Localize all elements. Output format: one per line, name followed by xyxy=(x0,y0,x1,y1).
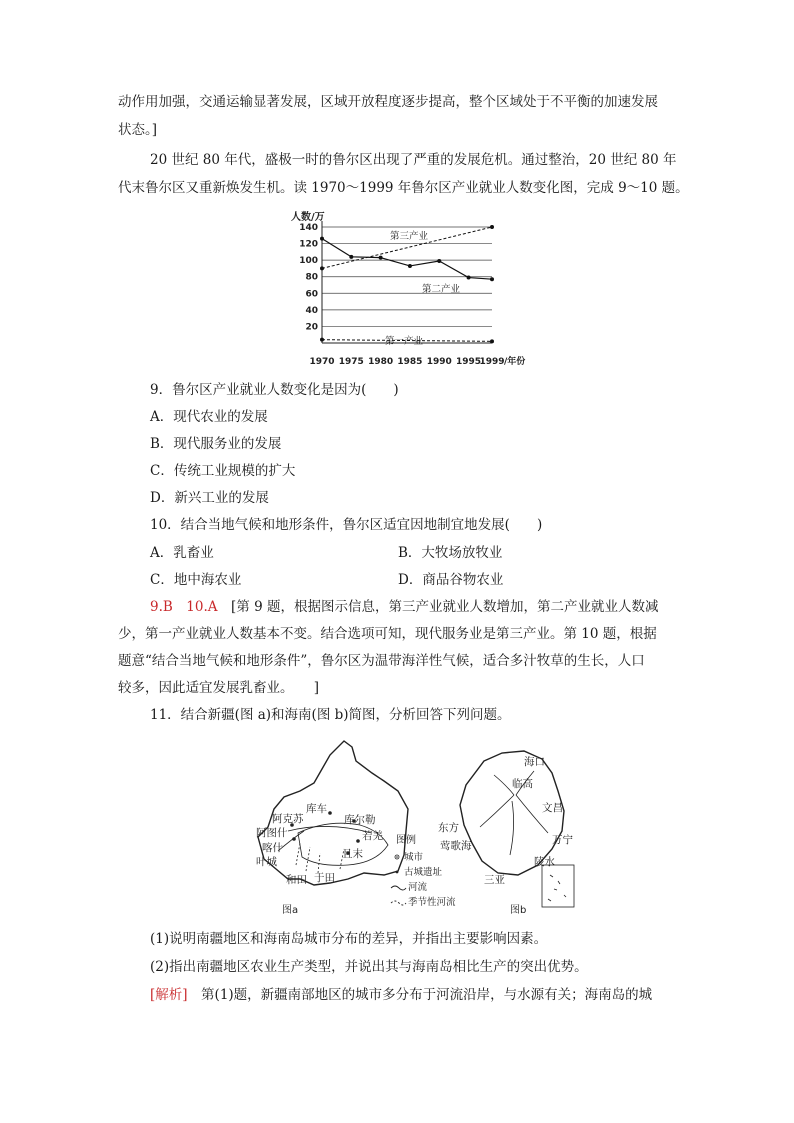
sub-question-2: (2)指出南疆地区农业生产类型，并说出其与海南岛相比生产的突出优势。 xyxy=(150,959,588,975)
employment-line-chart xyxy=(288,205,548,373)
city-label: 三亚 xyxy=(484,874,505,886)
data-point xyxy=(437,259,441,263)
option-9b: B．现代服务业的发展 xyxy=(150,436,282,452)
city-label: 临高 xyxy=(512,778,533,790)
data-point xyxy=(320,237,324,241)
x-tick-label: 1999 xyxy=(479,357,505,367)
answer-text: [第 9 题，根据图示信息，第三产业就业人数增加，第二产业就业人数减 xyxy=(217,599,659,615)
data-point xyxy=(490,225,494,229)
y-tick-label: 120 xyxy=(299,239,318,250)
x-tick-label: 1985 xyxy=(397,357,423,367)
y-tick-label: 80 xyxy=(305,272,318,283)
y-axis-label: 人数/万 xyxy=(291,212,325,223)
city-label: 莺歌海 xyxy=(440,840,472,852)
city-label: 和田 xyxy=(286,874,307,886)
legend-seasonal-river-symbol xyxy=(391,901,406,905)
question-10: 10．结合当地气候和地形条件，鲁尔区适宜因地制宜地发展( ) xyxy=(150,517,543,533)
city-label: 阿克苏 xyxy=(272,813,304,825)
figure-caption: 图b xyxy=(510,905,527,916)
series-label-tertiary: 第三产业 xyxy=(390,231,429,242)
city-label: 东方 xyxy=(438,822,459,834)
data-point xyxy=(490,339,494,343)
data-point xyxy=(320,266,324,270)
city-label: 喀什 xyxy=(262,842,283,854)
city-label: 且末 xyxy=(342,848,363,860)
paragraph-line: 代末鲁尔区又重新焕发生机。读 1970～1999 年鲁尔区产业就业人数变化图，完成 9～10 题。 xyxy=(118,180,689,196)
city-label: 万宁 xyxy=(552,834,573,846)
answer-line: 题意“结合当地气候和地形条件”，鲁尔区为温带海洋性气候，适合多汁牧草的生长，人口 xyxy=(118,653,645,669)
city-dot xyxy=(328,811,332,815)
city-label: 于田 xyxy=(314,872,335,884)
city-label: 陵水 xyxy=(534,856,555,868)
legend-label: 古城遗址 xyxy=(404,867,443,878)
y-tick-label: 100 xyxy=(299,256,318,267)
data-point xyxy=(320,338,324,342)
legend-label: 河流 xyxy=(408,882,428,893)
x-tick-label: 1975 xyxy=(338,357,364,367)
city-label: 库尔勒 xyxy=(344,814,376,826)
figure-caption: 图a xyxy=(282,905,299,916)
map-a-xinjiang xyxy=(256,741,456,916)
city-dot xyxy=(356,839,360,843)
y-tick-label: 20 xyxy=(305,322,318,333)
option-10a: A．乳畜业 xyxy=(150,545,214,561)
answer-key: 9.B 10.A xyxy=(150,599,218,615)
river xyxy=(516,795,548,833)
maps-figure xyxy=(248,735,588,917)
data-point xyxy=(490,277,494,281)
city-label: 若羌 xyxy=(362,830,383,842)
city-dot xyxy=(292,837,296,841)
option-9a: A．现代农业的发展 xyxy=(150,409,268,425)
analysis-text: 第(1)题，新疆南部地区的城市多分布于河流沿岸，与水源有关；海南岛的城 xyxy=(187,987,653,1003)
city-label: 文昌 xyxy=(542,802,563,814)
option-10b: B．大牧场放牧业 xyxy=(398,545,503,561)
analysis-tag: [解析] xyxy=(150,987,188,1003)
legend-title: 图例 xyxy=(396,835,416,846)
x-tick-label: 1990 xyxy=(426,357,452,367)
seasonal-river xyxy=(306,847,310,871)
option-10d: D．商品谷物农业 xyxy=(398,572,504,588)
y-tick-label: 60 xyxy=(305,289,318,300)
data-point xyxy=(408,264,412,268)
river xyxy=(480,795,514,827)
river xyxy=(494,775,514,795)
legend-label: 季节性河流 xyxy=(408,897,456,908)
paragraph-line: 动作用加强，交通运输显著发展，区域开放程度逐步提高，整个区域处于不平衡的加速发展 xyxy=(118,94,658,110)
series-label-primary: 第一产业 xyxy=(385,336,424,347)
river xyxy=(510,801,514,855)
paragraph-line: 20 世纪 80 年代，盛极一时的鲁尔区出现了严重的发展危机。通过整治，20 世纪 80 年 xyxy=(150,152,677,168)
question-9: 9．鲁尔区产业就业人数变化是因为( ) xyxy=(150,382,399,398)
city-label: 阿图什 xyxy=(256,827,288,839)
option-9c: C．传统工业规模的扩大 xyxy=(150,463,296,479)
city-label: 叶城 xyxy=(256,856,277,868)
series-line xyxy=(322,239,492,280)
series-label-secondary: 第二产业 xyxy=(422,284,461,295)
paragraph-line: 状态。] xyxy=(118,122,158,138)
legend-ruin-symbol xyxy=(396,871,399,874)
city-label: 库车 xyxy=(306,803,327,815)
inset-map-box xyxy=(542,865,574,907)
data-point xyxy=(467,276,471,280)
y-tick-label: 140 xyxy=(299,223,318,233)
y-tick-label: 40 xyxy=(305,305,318,316)
legend-river-symbol xyxy=(391,886,406,890)
seasonal-river xyxy=(296,843,300,865)
legend-label: 城市 xyxy=(404,852,424,863)
option-9d: D．新兴工业的发展 xyxy=(150,490,269,506)
answer-line: 少，第一产业就业人数基本不变。结合选项可知，现代服务业是第三产业。第 10 题，根据 xyxy=(118,626,657,642)
legend-city-symbol xyxy=(396,856,398,858)
x-tick-label: 1995 xyxy=(456,357,482,367)
x-tick-label: 1970 xyxy=(309,357,335,367)
question-11: 11．结合新疆(图 a)和海南(图 b)简图，分析回答下列问题。 xyxy=(150,707,511,723)
answer-line: 较多，因此适宜发展乳畜业。 ] xyxy=(118,680,320,696)
city-label: 海口 xyxy=(524,756,545,768)
sub-question-1: (1)说明南疆地区和海南岛城市分布的差异，并指出主要影响因素。 xyxy=(150,931,548,947)
data-point xyxy=(379,256,383,260)
data-point xyxy=(349,255,353,259)
option-10c: C．地中海农业 xyxy=(150,572,242,588)
map-b-hainan xyxy=(438,751,574,916)
x-axis-label: /年份 xyxy=(504,357,526,367)
analysis-line xyxy=(150,986,652,1004)
answer-line xyxy=(150,598,658,616)
inset-map-islands xyxy=(548,875,566,901)
x-tick-label: 1980 xyxy=(368,357,394,367)
